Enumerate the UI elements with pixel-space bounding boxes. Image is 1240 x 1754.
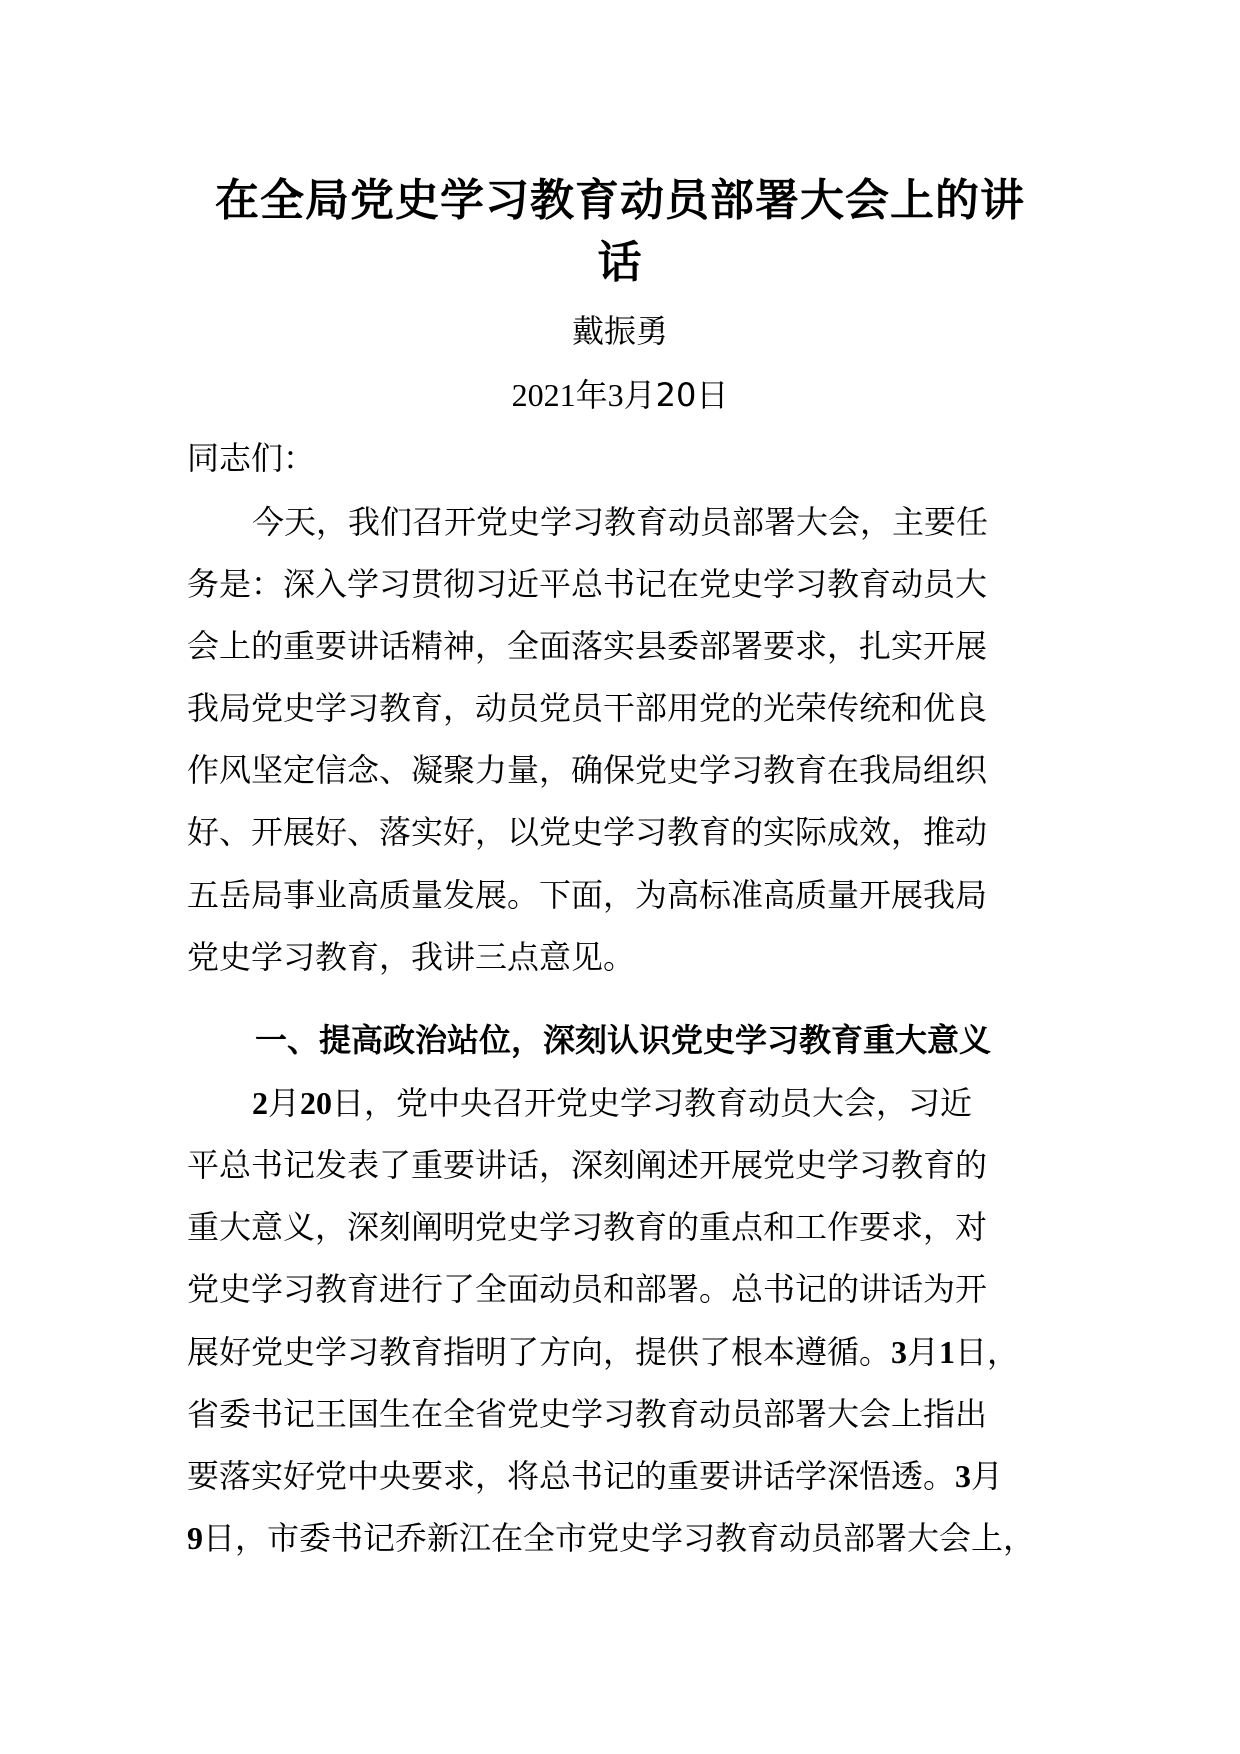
- paragraph-2-number: 20: [300, 1085, 333, 1121]
- paragraph-2-text: 要落实好党中央要求，将总书记的重要讲话学深悟透。: [187, 1457, 956, 1495]
- paragraph-2-text: 月: [907, 1333, 940, 1371]
- salutation: 同志们：: [187, 439, 316, 477]
- paragraph-1-line: 五岳局事业高质量发展。下面，为高标准高质量开展我局: [187, 876, 988, 914]
- paragraph-2-number: 3: [955, 1458, 972, 1494]
- paragraph-2-line: 平总书记发表了重要讲话，深刻阐述开展党史学习教育的: [187, 1146, 988, 1184]
- paragraph-2-text: 日，市委书记乔新江在全市党史学习教育动员部署大会上，: [203, 1519, 1036, 1557]
- date-month-suffix: 月: [623, 376, 656, 414]
- date-month: 3: [607, 377, 624, 413]
- date-year-suffix: 年: [575, 376, 608, 414]
- date-day: 20: [655, 376, 697, 414]
- paragraph-1-line: 今天，我们召开党史学习教育动员部署大会，主要任: [252, 503, 989, 541]
- paragraph-2-number: 2: [252, 1085, 268, 1121]
- date-year: 2021: [511, 377, 576, 413]
- paragraph-2-text: 月: [268, 1084, 301, 1122]
- paragraph-1-line: 党史学习教育，我讲三点意见。: [187, 938, 636, 976]
- paragraph-1-line: 务是：深入学习贯彻习近平总书记在党史学习教育动员大: [187, 565, 988, 603]
- paragraph-2-number: 1: [939, 1334, 956, 1370]
- paragraph-2-line: [252, 1078, 1132, 1128]
- paragraph-2-line: 党史学习教育进行了全面动员和部署。总书记的讲话为开: [187, 1270, 988, 1308]
- paragraph-2-text: 展好党史学习教育指明了方向，提供了根本遵循。: [187, 1333, 892, 1371]
- document-title-line-2: 话: [597, 237, 643, 288]
- section-1-heading: 一、提高政治站位，深刻认识党史学习教育重大意义: [255, 1021, 992, 1059]
- paragraph-2-number: 3: [891, 1334, 908, 1370]
- author-name: 戴振勇: [571, 312, 668, 350]
- paragraph-2-text: 日，党中央召开党史学习教育动员大会，习近: [332, 1084, 973, 1122]
- document-title-line-1: 在全局党史学习教育动员部署大会上的讲: [215, 175, 1025, 226]
- paragraph-2-text: 月: [971, 1457, 1004, 1495]
- paragraph-2-line: [187, 1513, 1067, 1563]
- paragraph-2-line: 省委书记王国生在全省党史学习教育动员部署大会上指出: [187, 1395, 988, 1433]
- paragraph-2-line: [187, 1451, 1067, 1501]
- paragraph-1-line: 我局党史学习教育，动员党员干部用党的光荣传统和优良: [187, 689, 988, 727]
- speech-date: [0, 370, 1240, 420]
- paragraph-1-line: 作风坚定信念、凝聚力量，确保党史学习教育在我局组织: [187, 751, 988, 789]
- paragraph-2-number: 9: [187, 1520, 203, 1556]
- paragraph-1-line: 好、开展好、落实好，以党史学习教育的实际成效，推动: [187, 813, 988, 851]
- paragraph-1-line: 会上的重要讲话精神，全面落实县委部署要求，扎实开展: [187, 627, 988, 665]
- paragraph-2-text: 日，: [955, 1333, 1020, 1371]
- paragraph-2-line: 重大意义，深刻阐明党史学习教育的重点和工作要求，对: [187, 1208, 988, 1246]
- paragraph-2-line: [187, 1327, 1067, 1377]
- date-day-suffix: 日: [696, 376, 729, 414]
